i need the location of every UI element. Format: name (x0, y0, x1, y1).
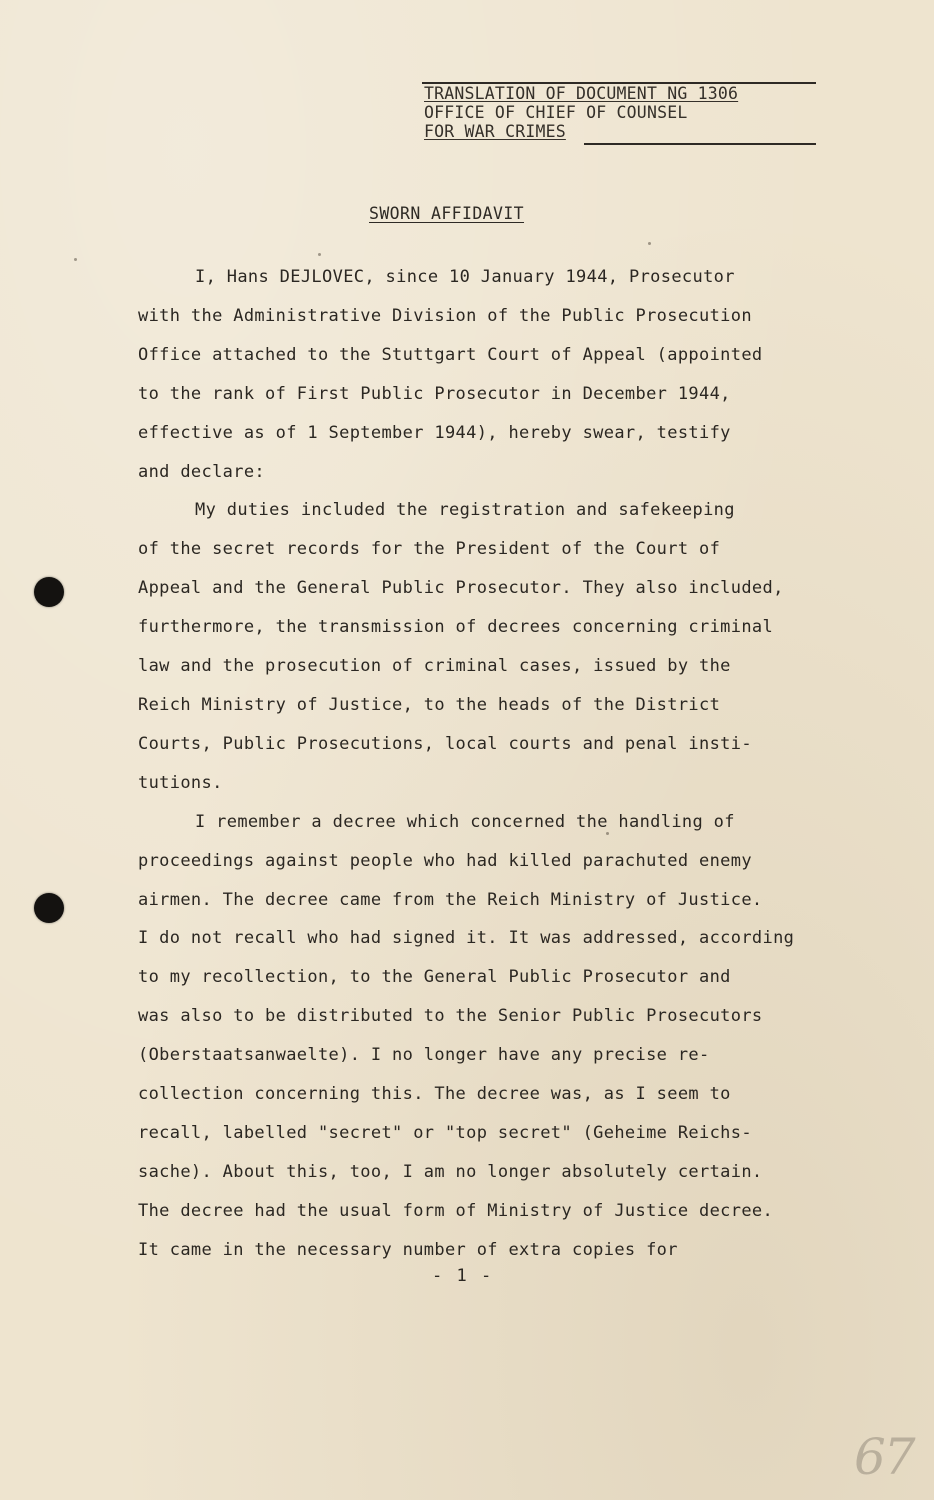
punch-hole (34, 893, 64, 923)
body-line: Appeal and the General Public Prosecutor. They also included, (138, 578, 784, 599)
body-line: recall, labelled "secret" or "top secret" (Geheime Reichs- (138, 1122, 752, 1143)
paper-speck (318, 253, 321, 256)
header-line: TRANSLATION OF DOCUMENT NG 1306 (424, 84, 739, 103)
affidavit-body (138, 258, 858, 1270)
punch-hole (34, 577, 64, 607)
document-title: SWORN AFFIDAVIT (369, 204, 525, 223)
body-line: I remember a decree which concerned the handling of (195, 811, 735, 832)
translation-header (424, 78, 816, 141)
body-line: furthermore, the transmission of decrees concerning criminal (138, 617, 774, 638)
body-line: was also to be distributed to the Senior Public Prosecutors (138, 1006, 763, 1027)
body-line: airmen. The decree came from the Reich Ministry of Justice. (138, 889, 763, 910)
body-line: I do not recall who had signed it. It was addressed, according (138, 928, 795, 949)
body-line: of the secret records for the President of the Court of (138, 539, 721, 560)
body-line: law and the prosecution of criminal cases, issued by the (138, 656, 731, 677)
body-line: Office attached to the Stuttgart Court of Appeal (appointed (138, 344, 763, 365)
body-line: effective as of 1 September 1944), hereby swear, testify (138, 422, 731, 443)
body-line: proceedings against people who had killed parachuted enemy (138, 850, 752, 871)
body-line: and declare: (138, 461, 266, 482)
body-line: (Oberstaatsanwaelte). I no longer have any precise re- (138, 1045, 710, 1066)
handwritten-folio-number: 67 (854, 1428, 914, 1486)
body-line: It came in the necessary number of extra copies for (138, 1239, 678, 1260)
body-line: to my recollection, to the General Public Prosecutor and (138, 967, 731, 988)
paper-speck (648, 242, 651, 245)
body-line: Courts, Public Prosecutions, local courts and penal insti- (138, 733, 752, 754)
body-line: The decree had the usual form of Ministry of Justice decree. (138, 1200, 774, 1221)
body-line: with the Administrative Division of the Public Prosecution (138, 305, 752, 326)
body-line: to the rank of First Public Prosecutor in December 1944, (138, 383, 731, 404)
page-number: - 1 - (432, 1266, 494, 1286)
header-line: OFFICE OF CHIEF OF COUNSEL (424, 103, 688, 122)
body-line: collection concerning this. The decree was, as I seem to (138, 1084, 731, 1105)
body-line: Reich Ministry of Justice, to the heads of the District (138, 694, 721, 715)
body-line: sache). About this, too, I am no longer absolutely certain. (138, 1161, 763, 1182)
body-line: I, Hans DEJLOVEC, since 10 January 1944, Prosecutor (195, 267, 735, 287)
header-rule-bottom (584, 143, 816, 145)
paper-speck (606, 832, 609, 835)
paper-speck (74, 258, 77, 261)
header-line: FOR WAR CRIMES (424, 122, 566, 141)
body-line: tutions. (138, 772, 223, 793)
body-line: My duties included the registration and safekeeping (195, 500, 735, 521)
